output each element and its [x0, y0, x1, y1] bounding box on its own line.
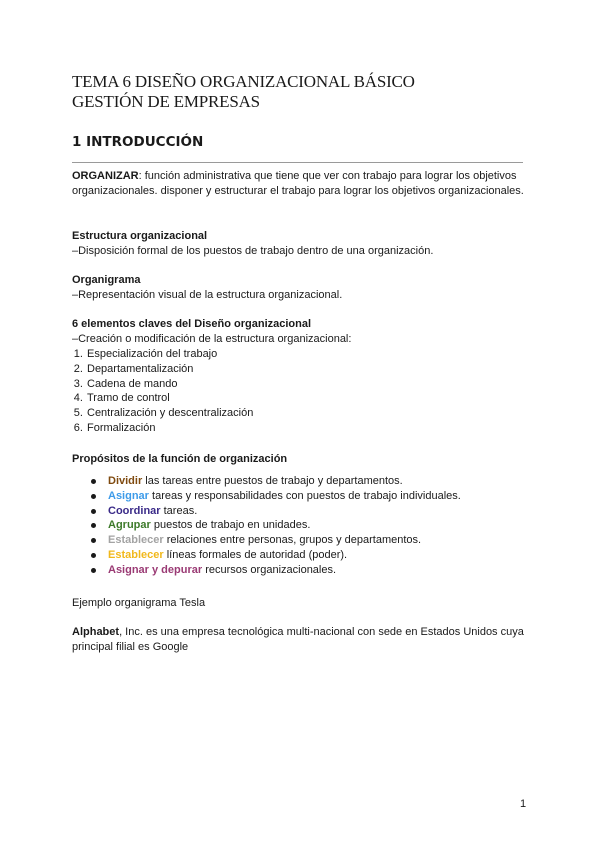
list-item: [108, 548, 532, 563]
bullet-icon: [91, 479, 96, 484]
elementos-list: [72, 347, 532, 436]
section-heading: 1 INTRODUCCIÓN: [72, 134, 204, 150]
purpose-keyword: Asignar y depurar: [108, 563, 203, 576]
purpose-text: recursos organizacionales.: [202, 563, 337, 576]
list-item: 2. Departamentalización: [86, 362, 532, 377]
purpose-keyword: Dividir: [108, 475, 143, 487]
bullet-icon: [91, 494, 96, 499]
elementos-heading: 6 elementos claves del Diseño organizacional: [72, 318, 312, 330]
purpose-text: puestos de trabajo en unidades.: [150, 519, 311, 532]
ejemplo-text: Ejemplo organigrama Tesla: [72, 597, 206, 609]
bullet-icon: [91, 509, 96, 514]
title-line-1: TEMA 6 DISEÑO ORGANIZACIONAL BÁSICO: [72, 72, 415, 91]
purpose-text: tareas.: [160, 504, 198, 517]
list-item: [108, 533, 532, 548]
section-divider: [72, 162, 523, 163]
organigrama-text: –Representación visual de la estructura organizacional.: [72, 289, 343, 301]
estructura-heading: Estructura organizacional: [72, 230, 208, 242]
organizar-term: ORGANIZAR: [72, 170, 139, 182]
propositos-section: [72, 452, 532, 578]
estructura-section: [72, 229, 532, 259]
estructura-text: –Disposición formal de los puestos de trabajo dentro de una organización.: [72, 245, 434, 257]
list-item: [108, 474, 532, 489]
list-item: 4. Tramo de control: [86, 391, 532, 406]
organigrama-section: [72, 273, 532, 303]
organizar-paragraph: [72, 169, 532, 199]
list-item: 5. Centralización y descentralización: [86, 406, 532, 421]
purpose-text: líneas formales de autoridad (poder).: [163, 548, 348, 561]
list-item: 3. Cadena de mando: [86, 377, 532, 392]
propositos-heading: Propósitos de la función de organización: [72, 453, 288, 465]
purpose-text: tareas y responsabilidades con puestos de trabajo individuales.: [148, 489, 461, 502]
alphabet-term: Alphabet: [72, 626, 120, 638]
document-title: [72, 72, 415, 112]
organizar-definition: : función administrativa que tiene que ver con trabajo para lograr los objetivos organizacionales. disponer y estructurar el trabajo para lograr los objetivos organizacionales.: [72, 170, 524, 197]
list-item: [108, 563, 532, 578]
list-item: [108, 489, 532, 504]
elementos-text: –Creación o modificación de la estructura organizacional:: [72, 333, 352, 345]
title-line-2: GESTIÓN DE EMPRESAS: [72, 92, 260, 111]
purpose-keyword: Establecer: [108, 548, 164, 561]
elementos-section: [72, 317, 532, 436]
propositos-list: [72, 474, 532, 578]
alphabet-paragraph: [72, 625, 532, 655]
bullet-icon: [91, 568, 96, 573]
list-item: 1. Especialización del trabajo: [86, 347, 532, 362]
list-item: [108, 504, 532, 519]
list-item: [108, 518, 532, 533]
organigrama-heading: Organigrama: [72, 274, 141, 286]
alphabet-text: , Inc. es una empresa tecnológica multi-nacional con sede en Estados Unidos cuya principal filial es Google: [72, 626, 524, 653]
purpose-keyword: Agrupar: [108, 519, 151, 532]
purpose-keyword: Establecer: [108, 534, 164, 547]
purpose-text: las tareas entre puestos de trabajo y departamentos.: [142, 475, 403, 487]
bullet-icon: [91, 538, 96, 543]
bullet-icon: [91, 553, 96, 558]
page-number: 1: [520, 798, 527, 810]
purpose-text: relaciones entre personas, grupos y departamentos.: [163, 534, 422, 547]
bullet-icon: [91, 523, 96, 528]
purpose-keyword: Coordinar: [108, 504, 161, 517]
list-item: 6. Formalización: [86, 421, 532, 436]
purpose-keyword: Asignar: [108, 489, 149, 502]
